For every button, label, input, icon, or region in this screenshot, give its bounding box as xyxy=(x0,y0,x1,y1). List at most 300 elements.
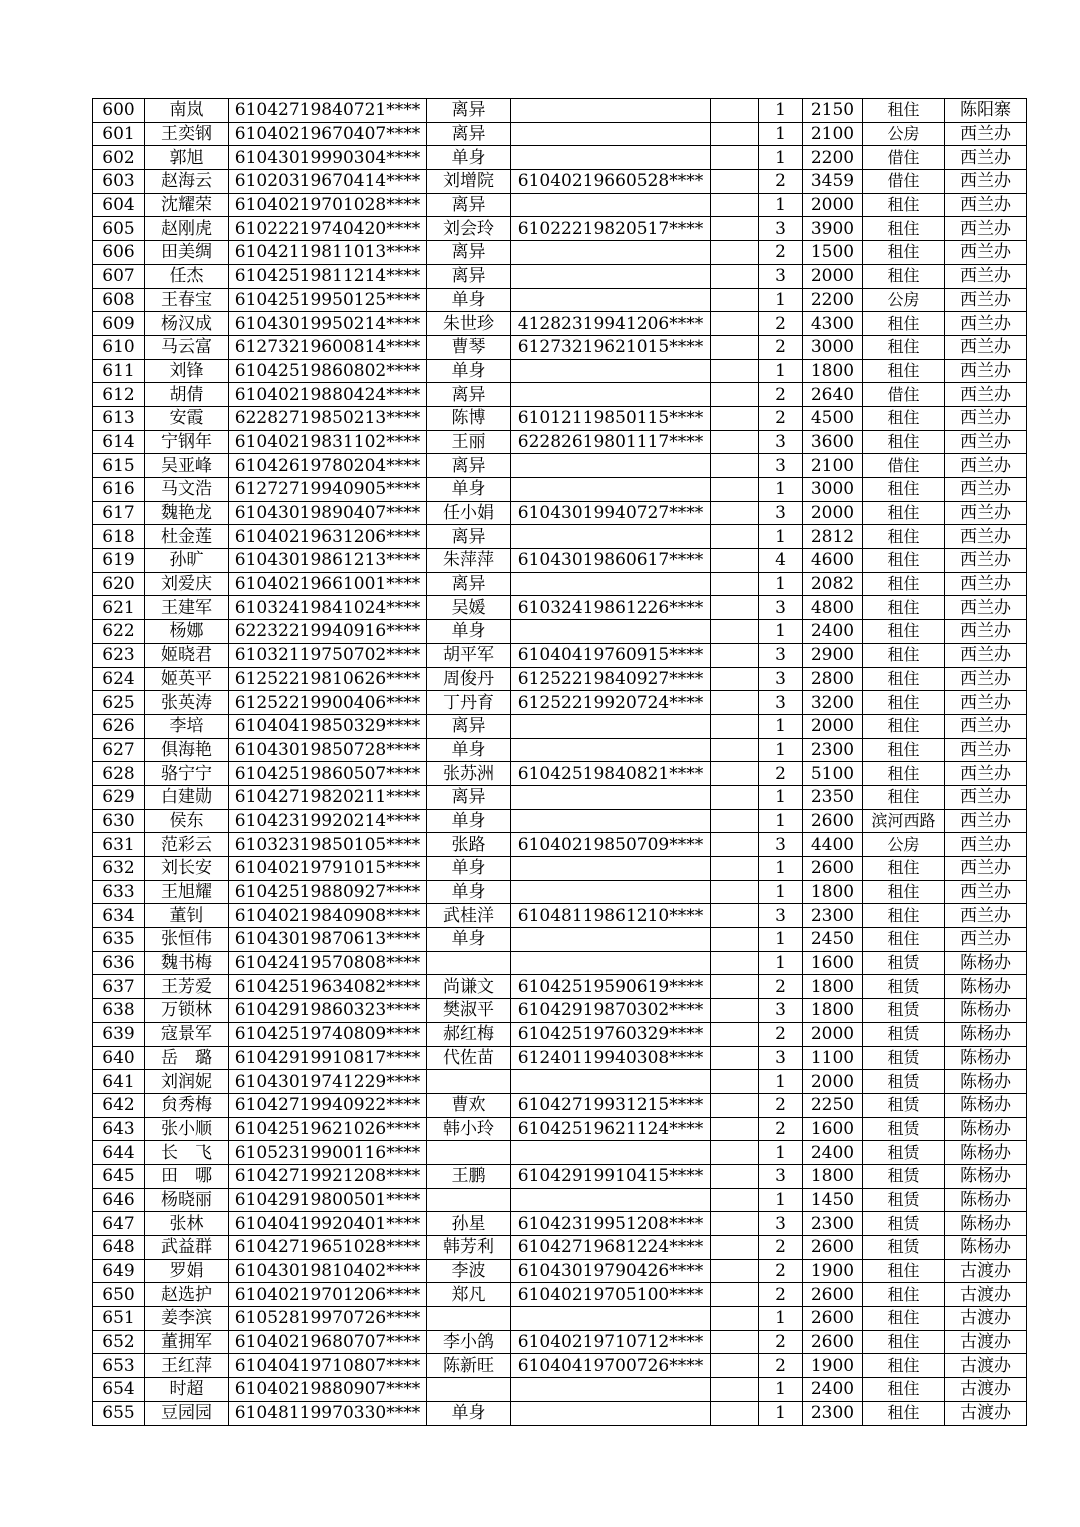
spouse-name: 丁丹育 xyxy=(427,691,511,715)
housing-status: 借住 xyxy=(863,170,945,194)
area: 1600 xyxy=(803,951,863,975)
row-number: 650 xyxy=(93,1283,145,1307)
table-row xyxy=(93,1141,1027,1165)
row-number: 603 xyxy=(93,170,145,194)
row-number: 636 xyxy=(93,951,145,975)
blank-cell xyxy=(711,1354,759,1378)
row-number: 619 xyxy=(93,549,145,573)
sub-district: 西兰办 xyxy=(945,620,1027,644)
spouse-name: 单身 xyxy=(427,738,511,762)
spouse-name: 韩小玲 xyxy=(427,1117,511,1141)
table-row xyxy=(93,264,1027,288)
applicant-name: 吴亚峰 xyxy=(145,454,229,478)
table-row xyxy=(93,928,1027,952)
area: 2000 xyxy=(803,193,863,217)
blank-cell xyxy=(711,857,759,881)
housing-status: 租住 xyxy=(863,1354,945,1378)
sub-district: 陈杨办 xyxy=(945,975,1027,999)
sub-district: 古渡办 xyxy=(945,1378,1027,1402)
sub-district: 陈阳寨 xyxy=(945,99,1027,123)
spouse-name: 任小娟 xyxy=(427,501,511,525)
spouse-name: 单身 xyxy=(427,146,511,170)
sub-district: 西兰办 xyxy=(945,312,1027,336)
row-number: 642 xyxy=(93,1093,145,1117)
table-row xyxy=(93,833,1027,857)
spouse-name: 朱世珍 xyxy=(427,312,511,336)
applicant-id: 61043019810402**** xyxy=(229,1259,427,1283)
area: 1600 xyxy=(803,1117,863,1141)
area: 1900 xyxy=(803,1354,863,1378)
applicant-id: 61020319670414**** xyxy=(229,170,427,194)
sub-district: 西兰办 xyxy=(945,406,1027,430)
family-size: 3 xyxy=(759,596,803,620)
applicant-name: 董钊 xyxy=(145,904,229,928)
spouse-id: 61273219621015**** xyxy=(511,335,711,359)
applicant-name: 赵海云 xyxy=(145,170,229,194)
table-row xyxy=(93,1046,1027,1070)
housing-status: 租赁 xyxy=(863,1070,945,1094)
table-row xyxy=(93,1307,1027,1331)
applicant-id: 61042919860323**** xyxy=(229,999,427,1023)
spouse-id xyxy=(511,454,711,478)
housing-status: 租住 xyxy=(863,1307,945,1331)
row-number: 613 xyxy=(93,406,145,430)
sub-district: 西兰办 xyxy=(945,241,1027,265)
family-size: 1 xyxy=(759,122,803,146)
family-size: 2 xyxy=(759,1330,803,1354)
area: 3000 xyxy=(803,478,863,502)
family-size: 3 xyxy=(759,999,803,1023)
blank-cell xyxy=(711,264,759,288)
family-size: 3 xyxy=(759,1212,803,1236)
sub-district: 陈杨办 xyxy=(945,1093,1027,1117)
area: 1800 xyxy=(803,1164,863,1188)
applicant-id: 61042519621026**** xyxy=(229,1117,427,1141)
area: 2800 xyxy=(803,667,863,691)
area: 2100 xyxy=(803,122,863,146)
sub-district: 西兰办 xyxy=(945,904,1027,928)
table-row xyxy=(93,975,1027,999)
applicant-id: 61052819970726**** xyxy=(229,1307,427,1331)
table-row xyxy=(93,1401,1027,1425)
applicant-name: 刘爱庆 xyxy=(145,572,229,596)
spouse-name: 单身 xyxy=(427,809,511,833)
housing-status: 租住 xyxy=(863,714,945,738)
table-row xyxy=(93,1330,1027,1354)
table-row xyxy=(93,904,1027,928)
applicant-name: 李培 xyxy=(145,714,229,738)
housing-applicant-table xyxy=(92,98,1011,1426)
table-row xyxy=(93,335,1027,359)
table-row xyxy=(93,1117,1027,1141)
blank-cell xyxy=(711,122,759,146)
applicant-id: 62282719850213**** xyxy=(229,406,427,430)
area: 3200 xyxy=(803,691,863,715)
row-number: 600 xyxy=(93,99,145,123)
table-row xyxy=(93,288,1027,312)
table-row xyxy=(93,572,1027,596)
row-number: 641 xyxy=(93,1070,145,1094)
applicant-name: 杨晓丽 xyxy=(145,1188,229,1212)
sub-district: 陈杨办 xyxy=(945,951,1027,975)
applicant-name: 杨汉成 xyxy=(145,312,229,336)
row-number: 605 xyxy=(93,217,145,241)
spouse-name: 离异 xyxy=(427,383,511,407)
area: 3000 xyxy=(803,335,863,359)
sub-district: 陈杨办 xyxy=(945,1164,1027,1188)
blank-cell xyxy=(711,170,759,194)
row-number: 649 xyxy=(93,1259,145,1283)
spouse-id: 61252219920724**** xyxy=(511,691,711,715)
blank-cell xyxy=(711,620,759,644)
family-size: 1 xyxy=(759,951,803,975)
applicant-name: 白建勋 xyxy=(145,785,229,809)
spouse-name: 周俊丹 xyxy=(427,667,511,691)
blank-cell xyxy=(711,809,759,833)
table-row xyxy=(93,1236,1027,1260)
spouse-id: 61043019860617**** xyxy=(511,549,711,573)
table-row xyxy=(93,1212,1027,1236)
family-size: 2 xyxy=(759,406,803,430)
family-size: 1 xyxy=(759,478,803,502)
spouse-id xyxy=(511,809,711,833)
row-number: 623 xyxy=(93,643,145,667)
spouse-name xyxy=(427,951,511,975)
spouse-name: 离异 xyxy=(427,454,511,478)
area: 2000 xyxy=(803,264,863,288)
applicant-name: 刘锋 xyxy=(145,359,229,383)
row-number: 640 xyxy=(93,1046,145,1070)
blank-cell xyxy=(711,1307,759,1331)
spouse-id: 41282319941206**** xyxy=(511,312,711,336)
table-row xyxy=(93,951,1027,975)
row-number: 638 xyxy=(93,999,145,1023)
row-number: 624 xyxy=(93,667,145,691)
family-size: 3 xyxy=(759,501,803,525)
spouse-id xyxy=(511,383,711,407)
spouse-id: 61043019790426**** xyxy=(511,1259,711,1283)
blank-cell xyxy=(711,335,759,359)
applicant-id: 61043019990304**** xyxy=(229,146,427,170)
row-number: 651 xyxy=(93,1307,145,1331)
table-row xyxy=(93,501,1027,525)
area: 1800 xyxy=(803,880,863,904)
applicant-id: 61040219791015**** xyxy=(229,857,427,881)
spouse-name xyxy=(427,1188,511,1212)
sub-district: 陈杨办 xyxy=(945,1141,1027,1165)
row-number: 632 xyxy=(93,857,145,881)
sub-district: 陈杨办 xyxy=(945,1070,1027,1094)
spouse-name: 单身 xyxy=(427,288,511,312)
applicant-name: 杜金莲 xyxy=(145,525,229,549)
family-size: 1 xyxy=(759,1141,803,1165)
spouse-name: 单身 xyxy=(427,620,511,644)
applicant-name: 胡倩 xyxy=(145,383,229,407)
spouse-id: 61042519760329**** xyxy=(511,1022,711,1046)
applicant-name: 武益群 xyxy=(145,1236,229,1260)
spouse-name: 离异 xyxy=(427,193,511,217)
sub-district: 古渡办 xyxy=(945,1259,1027,1283)
row-number: 634 xyxy=(93,904,145,928)
applicant-name: 刘润妮 xyxy=(145,1070,229,1094)
housing-status: 滨河西路 xyxy=(863,809,945,833)
table-row xyxy=(93,643,1027,667)
applicant-id: 61272719940905**** xyxy=(229,478,427,502)
table-row xyxy=(93,406,1027,430)
table-row xyxy=(93,549,1027,573)
row-number: 631 xyxy=(93,833,145,857)
table-row xyxy=(93,478,1027,502)
housing-status: 租住 xyxy=(863,928,945,952)
family-size: 1 xyxy=(759,1307,803,1331)
housing-status: 租住 xyxy=(863,596,945,620)
area: 2200 xyxy=(803,146,863,170)
area: 2000 xyxy=(803,501,863,525)
row-number: 618 xyxy=(93,525,145,549)
row-number: 608 xyxy=(93,288,145,312)
area: 5100 xyxy=(803,762,863,786)
applicant-id: 61052319900116**** xyxy=(229,1141,427,1165)
housing-status: 租赁 xyxy=(863,975,945,999)
housing-status: 租住 xyxy=(863,335,945,359)
spouse-id xyxy=(511,928,711,952)
spouse-name: 陈新旺 xyxy=(427,1354,511,1378)
spouse-name: 朱萍萍 xyxy=(427,549,511,573)
housing-status: 租赁 xyxy=(863,1164,945,1188)
sub-district: 西兰办 xyxy=(945,383,1027,407)
family-size: 1 xyxy=(759,359,803,383)
spouse-id: 61042719681224**** xyxy=(511,1236,711,1260)
sub-district: 古渡办 xyxy=(945,1330,1027,1354)
spouse-name: 武桂洋 xyxy=(427,904,511,928)
sub-district: 陈杨办 xyxy=(945,1236,1027,1260)
blank-cell xyxy=(711,1164,759,1188)
spouse-name: 曹琴 xyxy=(427,335,511,359)
spouse-id: 61022219820517**** xyxy=(511,217,711,241)
blank-cell xyxy=(711,1283,759,1307)
sub-district: 西兰办 xyxy=(945,122,1027,146)
spouse-id xyxy=(511,714,711,738)
spouse-id xyxy=(511,1070,711,1094)
applicant-name: 孙旷 xyxy=(145,549,229,573)
spouse-id xyxy=(511,241,711,265)
sub-district: 古渡办 xyxy=(945,1401,1027,1425)
table-row xyxy=(93,667,1027,691)
applicant-id: 61043019850728**** xyxy=(229,738,427,762)
blank-cell xyxy=(711,691,759,715)
blank-cell xyxy=(711,1236,759,1260)
table-row xyxy=(93,999,1027,1023)
family-size: 1 xyxy=(759,857,803,881)
family-size: 2 xyxy=(759,1259,803,1283)
family-size: 3 xyxy=(759,691,803,715)
housing-status: 租住 xyxy=(863,406,945,430)
applicant-name: 魏书梅 xyxy=(145,951,229,975)
applicant-name: 时超 xyxy=(145,1378,229,1402)
table-row xyxy=(93,785,1027,809)
applicant-id: 61032119750702**** xyxy=(229,643,427,667)
family-size: 2 xyxy=(759,170,803,194)
housing-status: 租住 xyxy=(863,1259,945,1283)
area: 2300 xyxy=(803,1212,863,1236)
family-size: 1 xyxy=(759,928,803,952)
spouse-id: 61040419700726**** xyxy=(511,1354,711,1378)
sub-district: 西兰办 xyxy=(945,596,1027,620)
housing-status: 租住 xyxy=(863,525,945,549)
family-size: 1 xyxy=(759,785,803,809)
table-row xyxy=(93,691,1027,715)
blank-cell xyxy=(711,975,759,999)
applicant-id: 61252219810626**** xyxy=(229,667,427,691)
sub-district: 西兰办 xyxy=(945,880,1027,904)
spouse-id: 61032419861226**** xyxy=(511,596,711,620)
applicant-id: 61042619780204**** xyxy=(229,454,427,478)
area: 1450 xyxy=(803,1188,863,1212)
housing-status: 租赁 xyxy=(863,999,945,1023)
family-size: 1 xyxy=(759,738,803,762)
spouse-id xyxy=(511,1307,711,1331)
area: 4600 xyxy=(803,549,863,573)
row-number: 643 xyxy=(93,1117,145,1141)
family-size: 2 xyxy=(759,335,803,359)
housing-status: 租住 xyxy=(863,904,945,928)
family-size: 1 xyxy=(759,525,803,549)
spouse-name xyxy=(427,1070,511,1094)
table-row xyxy=(93,241,1027,265)
applicant-name: 贠秀梅 xyxy=(145,1093,229,1117)
row-number: 604 xyxy=(93,193,145,217)
housing-status: 租住 xyxy=(863,241,945,265)
sub-district: 西兰办 xyxy=(945,170,1027,194)
applicant-name: 董拥军 xyxy=(145,1330,229,1354)
area: 2000 xyxy=(803,1022,863,1046)
housing-status: 公房 xyxy=(863,288,945,312)
family-size: 3 xyxy=(759,430,803,454)
family-size: 2 xyxy=(759,1236,803,1260)
housing-status: 租住 xyxy=(863,667,945,691)
sub-district: 西兰办 xyxy=(945,264,1027,288)
area: 3600 xyxy=(803,430,863,454)
table-row xyxy=(93,880,1027,904)
applicant-name: 魏艳龙 xyxy=(145,501,229,525)
housing-status: 租赁 xyxy=(863,1236,945,1260)
area: 2450 xyxy=(803,928,863,952)
spouse-name xyxy=(427,1378,511,1402)
spouse-id xyxy=(511,1401,711,1425)
family-size: 1 xyxy=(759,1188,803,1212)
applicant-name: 豆园园 xyxy=(145,1401,229,1425)
spouse-id xyxy=(511,264,711,288)
sub-district: 陈杨办 xyxy=(945,1117,1027,1141)
sub-district: 西兰办 xyxy=(945,928,1027,952)
table-row xyxy=(93,122,1027,146)
applicant-id: 61040219701028**** xyxy=(229,193,427,217)
spouse-id xyxy=(511,857,711,881)
applicant-id: 61022219740420**** xyxy=(229,217,427,241)
spouse-name: 单身 xyxy=(427,478,511,502)
family-size: 2 xyxy=(759,1117,803,1141)
spouse-id xyxy=(511,880,711,904)
table-row xyxy=(93,620,1027,644)
applicant-id: 61042319920214**** xyxy=(229,809,427,833)
family-size: 1 xyxy=(759,620,803,644)
blank-cell xyxy=(711,596,759,620)
sub-district: 西兰办 xyxy=(945,643,1027,667)
table-row xyxy=(93,857,1027,881)
applicant-id: 61040419920401**** xyxy=(229,1212,427,1236)
area: 2812 xyxy=(803,525,863,549)
applicant-name: 安霞 xyxy=(145,406,229,430)
family-size: 3 xyxy=(759,643,803,667)
area: 1800 xyxy=(803,359,863,383)
area: 2082 xyxy=(803,572,863,596)
row-number: 637 xyxy=(93,975,145,999)
area: 2600 xyxy=(803,1283,863,1307)
blank-cell xyxy=(711,430,759,454)
housing-status: 租住 xyxy=(863,1378,945,1402)
applicant-name: 宁钢年 xyxy=(145,430,229,454)
table-row xyxy=(93,596,1027,620)
applicant-name: 长 飞 xyxy=(145,1141,229,1165)
table-row xyxy=(93,430,1027,454)
row-number: 609 xyxy=(93,312,145,336)
applicant-name: 王奕钢 xyxy=(145,122,229,146)
housing-status: 租住 xyxy=(863,1283,945,1307)
housing-status: 租住 xyxy=(863,643,945,667)
spouse-id: 61012119850115**** xyxy=(511,406,711,430)
family-size: 2 xyxy=(759,312,803,336)
spouse-name: 张路 xyxy=(427,833,511,857)
area: 2300 xyxy=(803,738,863,762)
area: 2200 xyxy=(803,288,863,312)
applicant-id: 61042719940922**** xyxy=(229,1093,427,1117)
applicant-id: 61042519811214**** xyxy=(229,264,427,288)
area: 2150 xyxy=(803,99,863,123)
blank-cell xyxy=(711,454,759,478)
spouse-name: 李小鸽 xyxy=(427,1330,511,1354)
sub-district: 西兰办 xyxy=(945,762,1027,786)
blank-cell xyxy=(711,501,759,525)
blank-cell xyxy=(711,99,759,123)
applicant-name: 王建军 xyxy=(145,596,229,620)
housing-status: 借住 xyxy=(863,383,945,407)
blank-cell xyxy=(711,833,759,857)
area: 4300 xyxy=(803,312,863,336)
applicant-name: 王旭耀 xyxy=(145,880,229,904)
blank-cell xyxy=(711,667,759,691)
blank-cell xyxy=(711,193,759,217)
row-number: 621 xyxy=(93,596,145,620)
applicant-name: 俱海艳 xyxy=(145,738,229,762)
area: 4800 xyxy=(803,596,863,620)
sub-district: 西兰办 xyxy=(945,549,1027,573)
blank-cell xyxy=(711,1141,759,1165)
row-number: 606 xyxy=(93,241,145,265)
blank-cell xyxy=(711,478,759,502)
row-number: 639 xyxy=(93,1022,145,1046)
table-row xyxy=(93,1354,1027,1378)
sub-district: 西兰办 xyxy=(945,714,1027,738)
applicant-name: 罗娟 xyxy=(145,1259,229,1283)
housing-status: 租住 xyxy=(863,549,945,573)
applicant-name: 万锁林 xyxy=(145,999,229,1023)
area: 2250 xyxy=(803,1093,863,1117)
housing-status: 租赁 xyxy=(863,1022,945,1046)
sub-district: 西兰办 xyxy=(945,478,1027,502)
housing-status: 租住 xyxy=(863,620,945,644)
spouse-name: 离异 xyxy=(427,572,511,596)
applicant-name: 田美绸 xyxy=(145,241,229,265)
